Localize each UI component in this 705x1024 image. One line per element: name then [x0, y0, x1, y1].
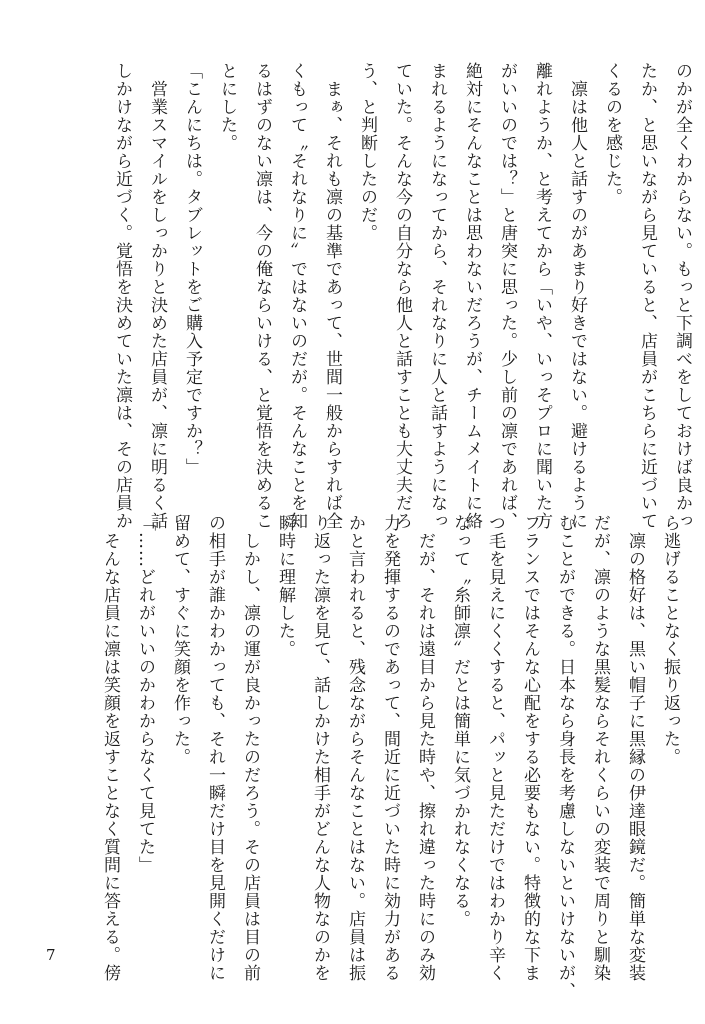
text-column: 離れようか、と考えてから「いや、いっそプロに聞いた方: [532, 62, 552, 530]
bottom-text-block: [96, 514, 680, 1000]
text-column: う、と判断したのだ。: [357, 62, 377, 242]
text-column: とにした。: [217, 62, 237, 152]
text-column: 「……どれがいいのかわからなくて見てた」: [135, 514, 155, 874]
text-column: しかし、凛の運が良かったのだろう。その店員は目の前: [240, 514, 260, 982]
text-column: 瞬時に理解した。: [275, 514, 295, 658]
text-column: 力を発揮するのであって、間近に近づいた時に効力がある: [380, 514, 400, 982]
text-column: 留めて、すぐに笑顔を作った。: [170, 514, 190, 766]
text-column: くもって〝それなりに〟ではないのだが。そんなことを知: [287, 62, 307, 530]
text-column: むことができる。日本なら身長を考慮しないといけないが、: [555, 514, 575, 1000]
text-column: 凛の格好は、黒い帽子に黒縁の伊達眼鏡だ。簡単な変装: [625, 514, 645, 982]
text-column: だが、凛のような黒髪ならそれくらいの変装で周りと馴染: [590, 514, 610, 982]
text-column: り返った凛を見て、話しかけた相手がどんな人物なのかを: [310, 514, 330, 982]
text-column: だが、それは遠目から見た時や、擦れ違った時にのみ効: [415, 514, 435, 982]
text-column: ら逃げることなく振り返った。: [660, 514, 680, 766]
text-column: かと言われると、残念ながらそんなことはない。店員は振: [345, 514, 365, 982]
text-column: るはずのない凛は、今の俺ならいける、と覚悟を決めるこ: [252, 62, 272, 530]
text-column: そんな店員に凛は笑顔を返すことなく質問に答える。傍: [100, 514, 120, 982]
text-column: のかが全くわからない。もっと下調べをしておけば良かっ: [672, 62, 692, 530]
text-column: 絶対にそんなことは思わないだろうが、チームメイトに絡: [462, 62, 482, 530]
text-column: がいいのでは？」と唐突に思った。少し前の凛であれば、: [497, 62, 517, 530]
text-column: フランスではそんな心配をする必要もない。特徴的な下ま: [520, 514, 540, 982]
text-column: 営業スマイルをしっかりと決めた店員が、凛に明るく話: [147, 62, 167, 530]
text-column: ていた。そんな今の自分なら他人と話すことも大丈夫だろ: [392, 62, 412, 530]
text-column: 凛は他人と話すのがあまり好きではない。避けるように: [567, 62, 587, 530]
text-column: の相手が誰かわかっても、それ一瞬だけ目を見開くだけに: [205, 514, 225, 982]
text-column: まれるようになってから、それなりに人と話すようになっ: [427, 62, 447, 530]
text-column: つ毛を見えにくくすると、パッと見ただけではわかり辛く: [485, 514, 505, 982]
text-column: なって〝糸師凛〟だとは簡単に気づかれなくなる。: [450, 514, 470, 928]
text-column: くるのを感じた。: [602, 62, 622, 206]
text-column: まぁ、それも凛の基準であって、世間一般からすれば全: [322, 62, 342, 530]
text-column: 「こんにちは。タブレットをご購入予定ですか？」: [182, 62, 202, 476]
text-column: たか、と思いながら見ていると、店員がこちらに近づいて: [637, 62, 657, 530]
text-column: しかけながら近づく。覚悟を決めていた凛は、その店員か: [112, 62, 132, 530]
top-text-block: [108, 62, 692, 530]
page-number: 7: [46, 946, 56, 964]
